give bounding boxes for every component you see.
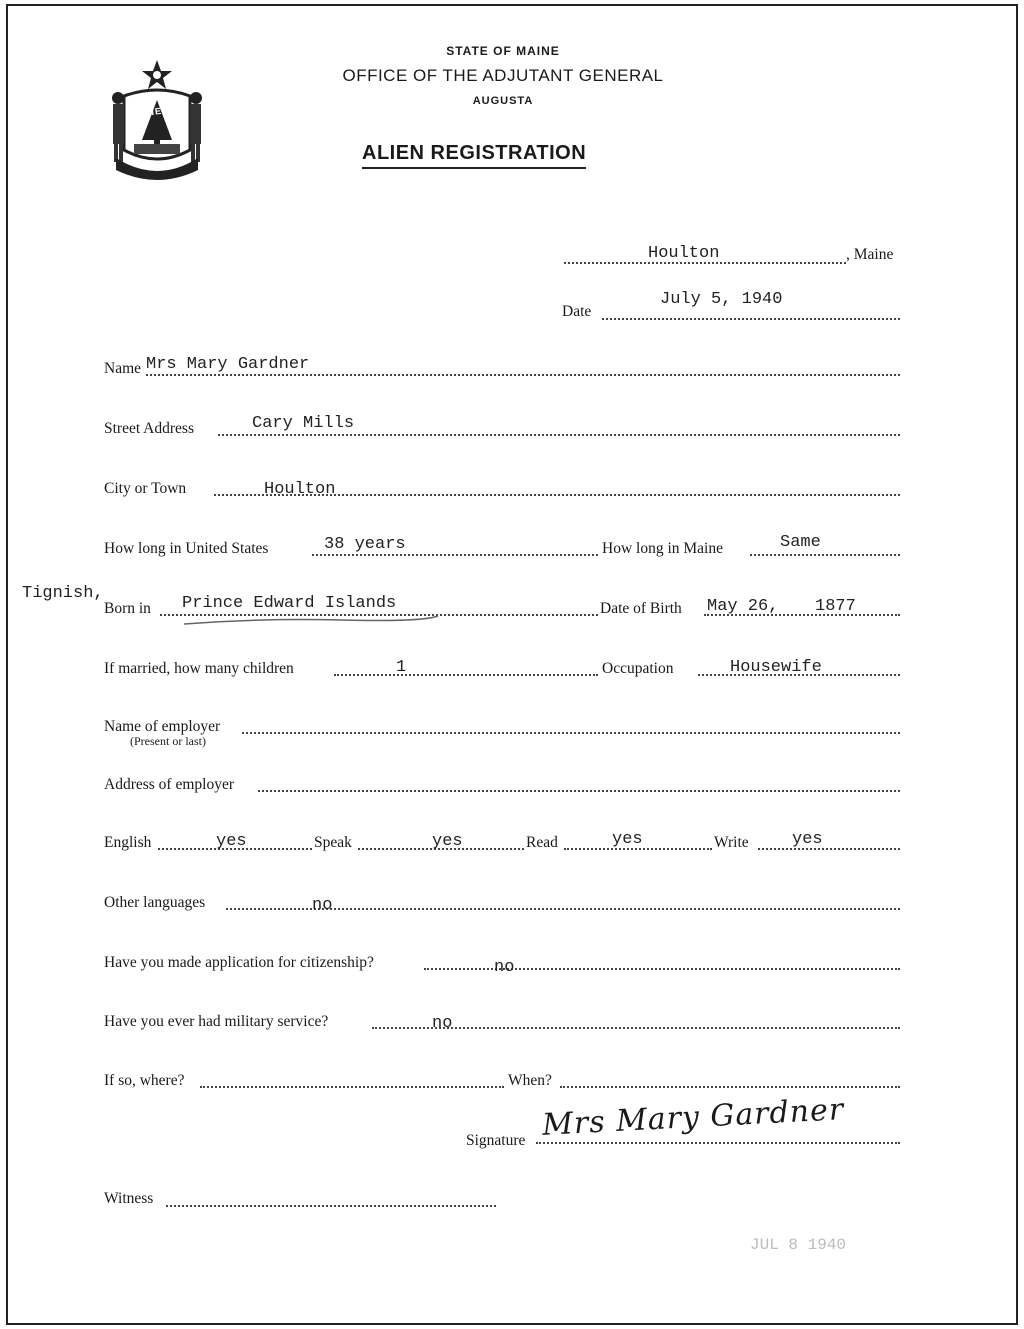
city-heading: AUGUSTA [472, 95, 534, 107]
citizenship-label: Have you made application for citizenship? [104, 954, 374, 971]
signature-label: Signature [466, 1132, 526, 1149]
occupation-label: Occupation [602, 660, 674, 677]
dob-year: 1877 [815, 597, 856, 616]
place-suffix-label: , Maine [846, 246, 894, 263]
speak-value: yes [432, 832, 463, 851]
english-value: yes [216, 832, 247, 851]
place-value: Houlton [648, 244, 720, 263]
other-languages-value: no [312, 896, 333, 915]
street-address-value: Cary Mills [252, 414, 355, 433]
citizenship-value: no [494, 958, 515, 977]
witness-label: Witness [104, 1190, 154, 1207]
city-label: City or Town [104, 480, 187, 497]
born-in-value: Prince Edward Islands [182, 594, 397, 613]
office-heading: OFFICE OF THE ADJUTANT GENERAL [342, 66, 664, 85]
dob-month-day: May 26, [707, 597, 779, 616]
where-label: If so, where? [104, 1072, 185, 1089]
name-value: Mrs Mary Gardner [146, 355, 310, 374]
how-long-maine-label: How long in Maine [602, 540, 723, 557]
how-long-us-value: 38 years [324, 535, 406, 554]
born-in-underline [182, 612, 442, 628]
dob-label: Date of Birth [600, 600, 682, 617]
english-label: English [104, 834, 152, 851]
present-or-last-note: (Present or last) [130, 734, 206, 748]
born-in-label: Born in [104, 600, 151, 617]
other-languages-label: Other languages [104, 894, 206, 911]
date-value: July 5, 1940 [660, 290, 783, 309]
date-label: Date [562, 303, 592, 320]
write-value: yes [792, 830, 823, 849]
how-long-us-label: How long in United States [104, 540, 269, 557]
read-value: yes [612, 830, 643, 849]
read-label: Read [526, 834, 558, 851]
street-address-label: Street Address [104, 420, 194, 437]
children-label: If married, how many children [104, 660, 294, 677]
speak-label: Speak [314, 834, 352, 851]
occupation-value: Housewife [730, 658, 822, 677]
born-in-note: Tignish, [22, 584, 104, 603]
military-value: no [432, 1014, 453, 1033]
when-label: When? [508, 1072, 552, 1089]
military-label: Have you ever had military service? [104, 1013, 329, 1030]
city-value: Houlton [264, 480, 336, 499]
signature-value: Mrs Mary Gardner [541, 1092, 845, 1143]
form-title: ALIEN REGISTRATION [362, 142, 586, 169]
write-label: Write [714, 834, 749, 851]
how-long-maine-value: Same [780, 533, 821, 552]
children-value: 1 [396, 658, 407, 677]
seal-banner-text: MAINE [127, 105, 163, 121]
employer-name-label: Name of employer [104, 718, 221, 735]
employer-address-label: Address of employer [104, 776, 234, 793]
received-stamp: JUL 8 1940 [750, 1236, 847, 1254]
state-heading: STATE OF MAINE [446, 44, 560, 58]
name-label: Name [104, 360, 142, 377]
